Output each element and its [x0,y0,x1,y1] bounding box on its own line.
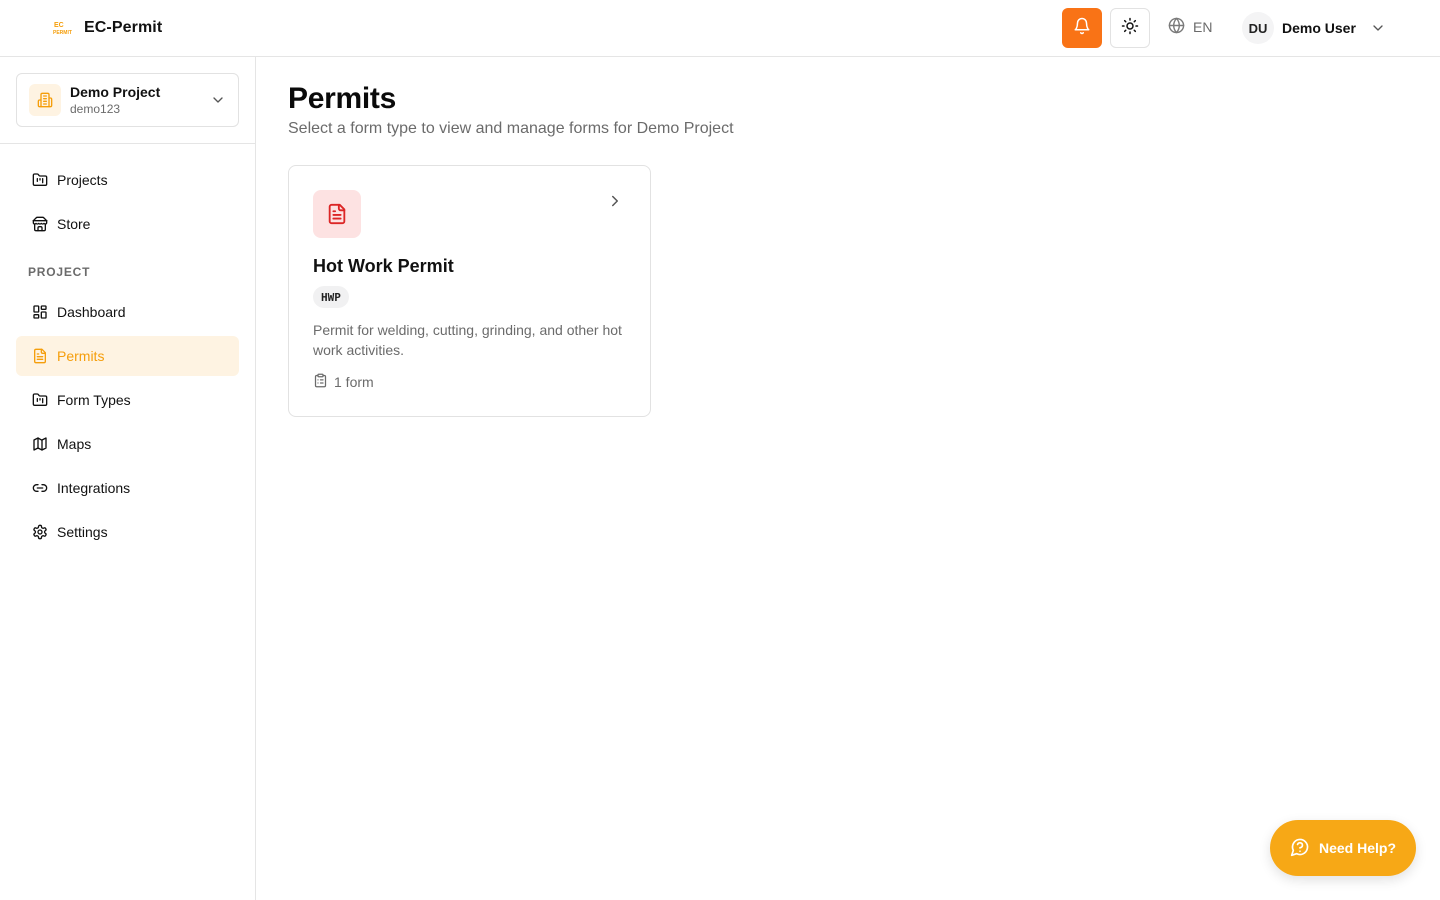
card-title: Hot Work Permit [313,256,454,276]
globe-icon [1168,17,1185,37]
sidebar-item-form-types[interactable] [16,380,239,420]
project-switcher[interactable] [16,73,239,127]
brand-logo [52,17,76,39]
dashboard-grid-icon [32,304,48,320]
sidebar-item-label: Store [57,216,91,232]
form-count [313,373,374,391]
page-subtitle: Select a form type to view and manage forms for Demo Project [288,120,734,137]
project-code: demo123 [70,102,121,116]
sidebar-item-projects[interactable] [16,160,239,200]
sidebar-item-label: Integrations [57,480,131,496]
folder-kanban-icon [32,392,48,408]
sidebar-item-store[interactable] [16,204,239,244]
card-description: Permit for welding, cutting, grinding, and other hot work activities. [313,322,622,358]
sidebar-item-label: Dashboard [57,304,126,320]
svg-text:EC: EC [54,22,64,29]
folder-kanban-icon [32,172,48,188]
page-title: Permits [288,82,396,115]
chevron-down-icon [1370,20,1386,36]
sidebar-divider [0,143,255,144]
need-help-label: Need Help? [1318,840,1396,856]
file-text-icon [313,190,361,238]
link-icon [32,480,48,496]
gear-icon [32,524,48,540]
form-code-badge: HWP [313,286,349,308]
sun-icon [1121,17,1139,40]
sidebar-item-label: Projects [57,172,108,188]
clipboard-icon [313,373,328,391]
form-count-label: 1 form [334,374,374,390]
sidebar-section-label: PROJECT [28,265,91,279]
language-label: EN [1193,19,1213,35]
theme-toggle-button[interactable] [1110,8,1150,48]
bell-icon [1073,17,1091,40]
need-help-button[interactable] [1270,820,1416,876]
sidebar-item-label: Maps [57,436,92,452]
chevron-right-icon [606,192,624,215]
store-icon [32,216,48,232]
brand[interactable] [52,17,162,39]
user-name: Demo User [1282,20,1356,36]
sidebar-item-maps[interactable] [16,424,239,464]
sidebar-item-label: Permits [57,348,105,364]
building-icon [29,84,61,116]
sidebar-item-label: Form Types [57,392,131,408]
sidebar-item-integrations[interactable] [16,468,239,508]
avatar: DU [1242,12,1274,44]
message-question-icon [1290,837,1310,860]
sidebar-item-permits[interactable] [16,336,239,376]
sidebar-item-label: Settings [57,524,108,540]
project-name: Demo Project [70,84,161,100]
top-bar [0,0,1440,57]
sidebar-item-dashboard[interactable] [16,292,239,332]
file-text-icon [32,348,48,364]
user-menu[interactable] [1242,12,1386,44]
notifications-button[interactable] [1062,8,1102,48]
svg-text:PERMIT: PERMIT [53,30,72,36]
sidebar-item-settings[interactable] [16,512,239,552]
chevron-down-icon [210,92,226,113]
map-icon [32,436,48,452]
sidebar [0,57,256,900]
language-selector[interactable] [1168,17,1212,37]
brand-name: EC-Permit [84,19,163,36]
form-type-card[interactable] [288,165,651,417]
